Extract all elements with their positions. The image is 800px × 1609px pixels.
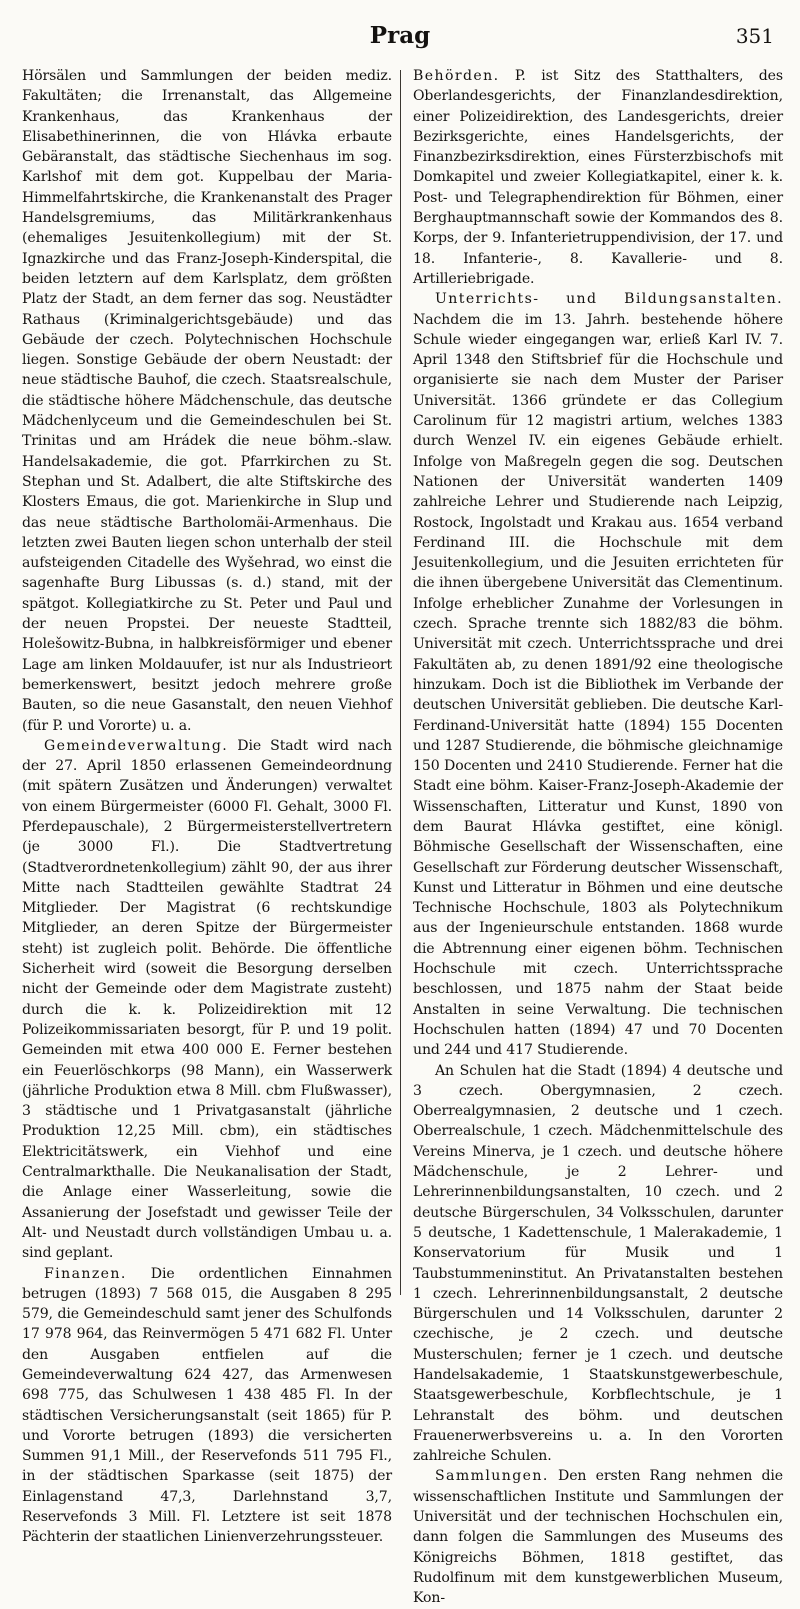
section-lead: Behörden. [413, 68, 500, 84]
paragraph-text: An Schulen hat die Stadt (1894) 4 deutsche und 3 czech. Obergymnasien, 2 czech. Oberrealgymnasien, 2 deutsche und 1 czech. Oberrealschule, 1 czech. Mädchenmittelschule des Vereins Minerva, je 1 czech. und deutsche höhere Mädchenschule, je 2 Lehrer- und Lehrerinnenbildungsanstalten, 10 czech. und 2 deutsche Bürgerschulen, 34 Volksschulen, darunter 5 deutsche, 1 Kadettenschule, 1 Malerakademie, 1 Konservatorium für Musik und 1 Taubstummeninstitut. An Privatanstalten bestehen 1 czech. Lehrerinnenbildungsanstalt, 2 deutsche Bürgerschulen und 14 Volksschulen, darunter 2 czechische, je 2 czech. und deutsche Musterschulen; ferner je 1 czech. und deutsche Handelsakademie, 1 Staatskunstgewerbeschule, Staatsgewerbeschule, Korbflechtschule, je 1 Lehranstalt des böhm. und deutschen Frauenerwerbsvereins u. a. In den Vororten zahlreiche Schulen. [413, 1062, 783, 1465]
section-lead: Finanzen. [44, 1265, 127, 1282]
paragraph-text: P. ist Sitz des Statthalters, des Oberlandesgerichts, der Finanzlandesdirektion, einer Polizeidirektion, des Landesgerichts, dreier Bezirksgerichte, eines Handelsgerichts, der Finanzbezirksdirektion, eines Fürsterzbischofs mit Domkapitel und zweier Kollegiatkapitel, einer k. k. Post- und Telegraphendirektion für Böhmen, einer Berghauptmannschaft sowie der Kommandos des 8. Korps, der 9. Infanterietruppendivision, der 17. und 18. Infanterie-, 8. Kavallerie- und 8. Artilleriebrigade. [413, 68, 783, 287]
paragraph-text: Hörsälen und Sammlungen der beiden mediz. Fakultäten; die Irrenanstalt, das Allgemeine Krankenhaus, das Krankenhaus der Elisabethinerinnen, die von Hlávka erbaute Gebäranstalt, das städtische Siechenhaus im sog. Karlshof mit dem got. Kuppelbau der Maria-Himmelfahrtskirche, die Krankenanstalt des Prager Handelsgremiums, das Militärkrankenhaus (ehemaliges Jesuitenkollegium) mit der St. Ignazkirche und das Franz-Joseph-Kinderspital, die beiden letztern auf dem Karlsplatz, dem größten Platz der Stadt, an dem ferner das sog. Neustädter Rathaus (Kriminalgerichtsgebäude) und das Gebäude der czech. Polytechnischen Hochschule liegen. Sonstige Gebäude der obern Neustadt: der neue städtische Bauhof, die czech. Staatsrealschule, die städtische höhere Mädchenschule, das deutsche Mädchenlyceum und die Gemeindeschulen bei St. Trinitas und am Hrádek die neue böhm.-slaw. Handelsakademie, die got. Pfarrkirchen zu St. Stephan und St. Adalbert, die alte Stiftskirche des Klosters Emaus, die got. Marienkirche in Slup und das neue städtische Bartholomäi-Armenhaus. Die letzten zwei Bauten liegen schon unterhalb der steil aufsteigenden Citadelle des Wyšehrad, wo einst die sagenhafte Burg Libussas (s. d.) stand, mit der spätgot. Kollegiatkirche zu St. Peter und Paul und der neuen Propstei. Der neueste Stadtteil, Holešowitz-Bubna, in halbkreisförmiger und ebener Lage am linken Moldauufer, ist nur als Industrieort bemerkenswert, besitzt jedoch mehrere große Bauten, so die neue Gasanstalt, den neuen Viehhof (für P. und Vororte) u. a. [22, 68, 392, 734]
paragraph-behoerden [413, 66, 783, 289]
page-number: 351 [735, 24, 774, 48]
paragraph-schulen [413, 1061, 783, 1467]
paragraph-text: Nachdem die im 13. Jahrh. bestehende höhere Schule wieder eingegangen war, erließ Karl IV. 7. April 1348 den Stiftsbrief für die Hochschule und organisierte sie nach dem Muster der Pariser Universität. 1366 gründete er das Collegium Carolinum für 12 magistri artium, welches 1383 durch Wenzel IV. ein eigenes Gebäude erhielt. Infolge von Maßregeln gegen die sog. Deutschen Nationen der Universität wanderten 1409 zahlreiche Lehrer und Studierende nach Leipzig, Rostock, Ingolstadt und Krakau aus. 1654 verband Ferdinand III. die Hochschule mit dem Jesuitenkollegium, und die Jesuiten errichteten für die ihnen übergebene Universität das Clementinum. Infolge erheblicher Zunahme der Vorlesungen in czech. Sprache trennte sich 1882/83 die böhm. Universität mit czech. Unterrichtssprache und drei Fakultäten ab, zu denen 1891/92 eine theologische hinzukam. Doch ist die Bibliothek im Verbande der deutschen Universität geblieben. Die deutsche Karl-Ferdinand-Universität hatte (1894) 155 Docenten und 1287 Studierende, die böhmische gleichnamige 150 Docenten und 2410 Studierende. Ferner hat die Stadt eine böhm. Kaiser-Franz-Joseph-Akademie der Wissenschaften, Litteratur und Kunst, 1890 von dem Baurat Hlávka gestiftet, eine königl. Böhmische Gesellschaft der Wissenschaften, eine Gesellschaft zur Förderung deutscher Wissenschaft, Kunst und Litteratur in Böhmen und eine deutsche Technische Hochschule, 1803 als Polytechnikum aus der Ingenieurschule entstanden. 1868 wurde die Abtrennung einer eigenen böhm. Technischen Hochschule mit czech. Unterrichtssprache beschlossen, und 1875 nahm der Staat beide Anstalten in seine Verwaltung. Die technischen Hochschulen hatten (1894) 47 und 70 Docenten und 244 und 417 Studierende. [413, 311, 783, 1059]
page-header [26, 22, 774, 52]
paragraph-unterricht [413, 289, 783, 1060]
column-divider [400, 70, 401, 1295]
running-head: Prag [369, 22, 431, 49]
paragraph-hospitals [22, 66, 392, 736]
section-lead: Gemeindeverwaltung. [44, 737, 229, 754]
right-column [413, 66, 783, 1609]
paragraph-sammlungen [413, 1466, 783, 1608]
paragraph-gemeindeverwaltung [22, 736, 392, 1264]
paragraph-text: Die Stadt wird nach der 27. April 1850 erlassenen Gemeindeordnung (mit spätern Zusätzen und Änderungen) verwaltet von einem Bürgermeister (6000 Fl. Gehalt, 3000 Fl. Pferdepauschale), 2 Bürgermeisterstellvertretern (je 3000 Fl.). Die Stadtvertretung (Stadtverordnetenkollegium) zählt 90, der aus ihrer Mitte nach Stadtteilen gewählte Stadtrat 24 Mitglieder. Der Magistrat (6 rechtskundige Mitglieder, an deren Spitze der Bürgermeister steht) ist zugleich polit. Behörde. Die öffentliche Sicherheit wird (soweit die Besorgung derselben nicht der Gemeinde oder dem Magistrate zusteht) durch die k. k. Polizeidirektion mit 12 Polizeikommissariaten besorgt, für P. und 19 polit. Gemeinden mit etwa 400 000 E. Ferner bestehen ein Feuerlöschkorps (98 Mann), ein Wasserwerk (jährliche Produktion etwa 8 Mill. cbm Flußwasser), 3 städtische und 1 Privatgasanstalt (jährliche Produktion 12,25 Mill. cbm), ein städtisches Elektricitätswerk, ein Viehhof und eine Centralmarkthalle. Die Neukanalisation der Stadt, die Anlage einer Wasserleitung, sowie die Assanierung der Josefstadt und gewisser Teile der Alt- und Neustadt durch vollständigen Umbau u. a. sind geplant. [22, 737, 392, 1262]
section-lead: Unterrichts- und Bildungsanstalten. [435, 291, 783, 308]
section-lead: Sammlungen. [435, 1468, 549, 1485]
paragraph-text: Die ordentlichen Einnahmen betrugen (1893) 7 568 015, die Ausgaben 8 295 579, die Gemeindeschuld samt jener des Schulfonds 17 978 964, das Reinvermögen 5 471 682 Fl. Unter den Ausgaben entfielen auf die Gemeindeverwaltung 624 427, das Armenwesen 698 775, das Schulwesen 1 438 485 Fl. In der städtischen Versicherungsanstalt (seit 1865) für P. und Vororte betrugen (1893) die versicherten Summen 91,1 Mill., der Reservefonds 511 795 Fl., in der städtischen Sparkasse (seit 1875) der Einlagenstand 47,3, Darlehnstand 3,7, Reservefonds 3 Mill. Fl. Letztere ist seit 1878 Pächterin der staatlichen Linienverzehrungssteuer. [22, 1265, 392, 1546]
paragraph-text: Den ersten Rang nehmen die wissenschaftlichen Institute und Sammlungen der Universität und der technischen Hochschulen ein, dann folgen die Sammlungen des Museums des Königreichs Böhmen, 1818 gestiftet, das Rudolfinum mit dem kunstgewerblichen Museum, Kon- [413, 1468, 783, 1607]
left-column [22, 66, 392, 1548]
paragraph-finanzen [22, 1264, 392, 1548]
